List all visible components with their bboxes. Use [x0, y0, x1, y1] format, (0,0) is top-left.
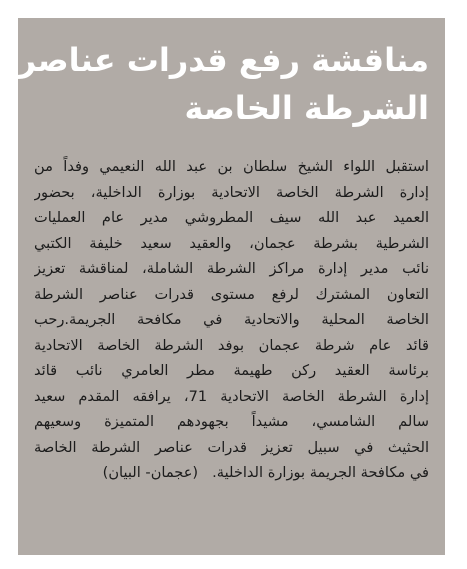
body-line: نائب مدير إدارة مراكز الشرطة الشاملة، لمناقشة تعزيز [34, 260, 429, 277]
body-line: الشرطية بشرطة عجمان، والعقيد سعيد خليفة الكتبي [34, 234, 429, 252]
headline-line: الشرطة الخاصة [184, 89, 429, 127]
body-line: العميد عبد الله سيف المطروشي مدير عام العمليات [34, 209, 429, 226]
headline-line: مناقشة رفع قدرات عناصر [17, 41, 429, 79]
article-body [34, 154, 429, 486]
article-headline [17, 36, 429, 132]
body-line: إدارة الشرطة الخاصة الاتحادية بوزارة الداخلية، بحضور [34, 183, 429, 201]
body-line: قائد عام شرطة عجمان بوفد الشرطة الخاصة الاتحادية [34, 336, 429, 354]
article-credit: (عجمان- البيان) [102, 464, 199, 481]
body-line: إدارة الشرطة الخاصة الاتحادية 71، يرافقه المقدم سعيد [34, 387, 429, 405]
body-line: التعاون المشترك لرفع مستوى قدرات عناصر الشرطة [34, 285, 429, 303]
body-line: برئاسة العقيد ركن طهيمة مطر العامري نائب قائد [34, 362, 429, 379]
body-line: استقبل اللواء الشيخ سلطان بن عبد الله النعيمي وفداً من [34, 158, 429, 175]
body-line: الحثيث في سبيل تعزيز قدرات عناصر الشرطة الخاصة [34, 438, 429, 456]
article-frame [6, 6, 461, 563]
body-last-text: في مكافحة الجريمة بوزارة الداخلية. [212, 464, 429, 481]
body-last-line [34, 460, 429, 486]
body-line: الخاصة المحلية والاتحادية في مكافحة الجريمة.رحب [34, 311, 429, 328]
body-line: سالم الشامسي، مشيداً بجهودهم المتميزة وسعيهم [34, 413, 429, 430]
article-box [18, 18, 445, 555]
